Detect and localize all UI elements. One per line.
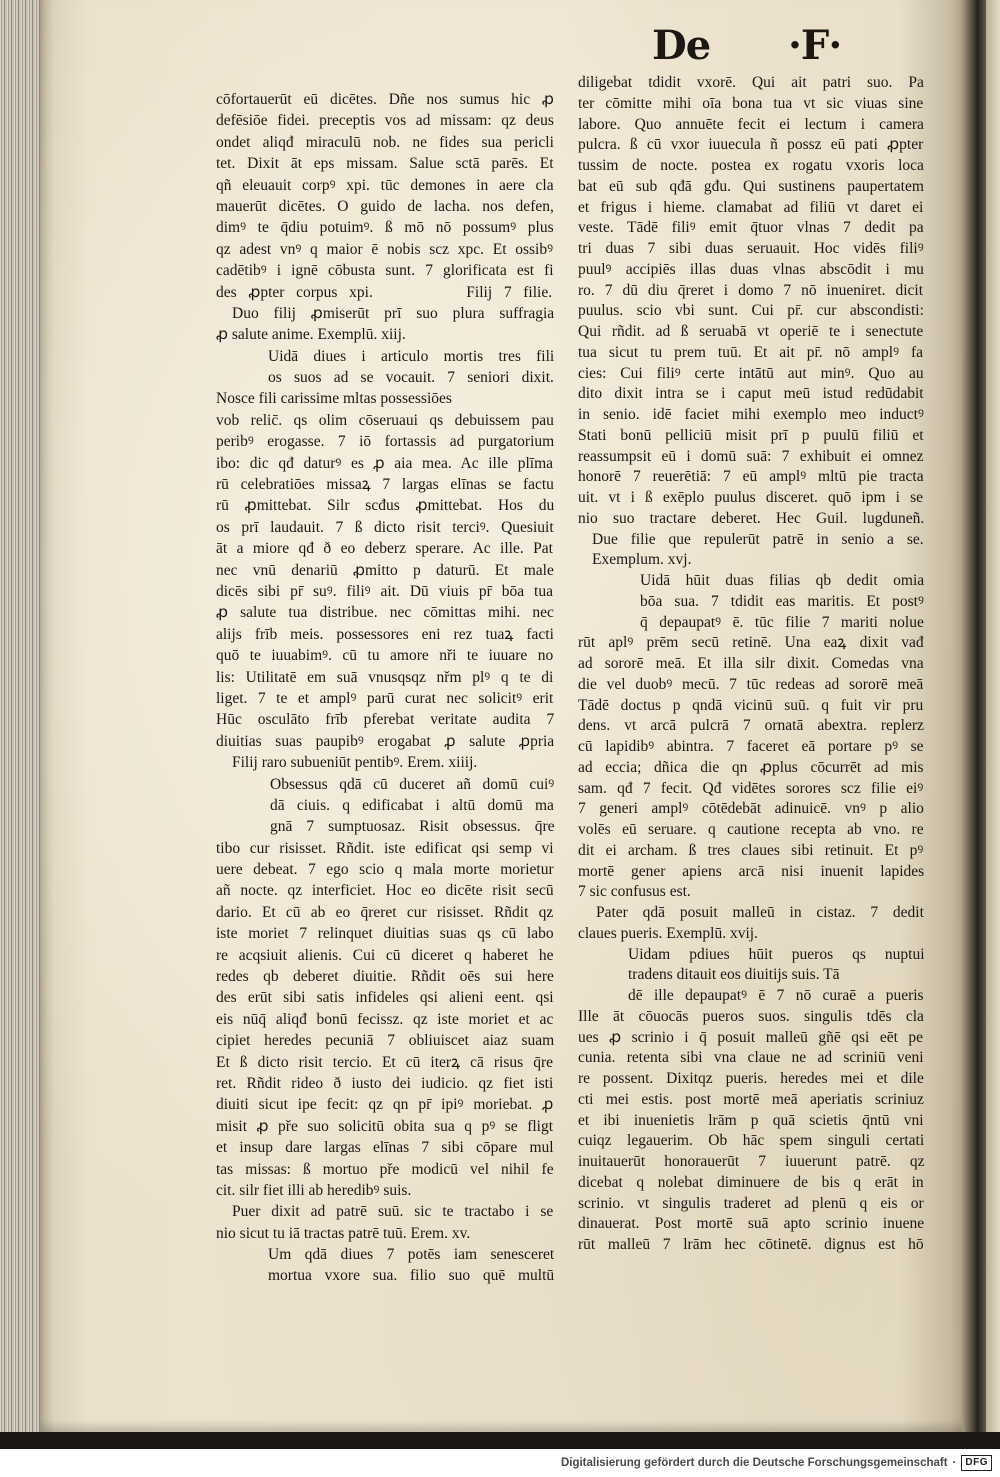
text-line xyxy=(578,675,926,696)
text-line xyxy=(216,688,556,709)
line-text: dē ille depaupatꝰ ē 7 nō curaē a pueris xyxy=(628,987,924,1004)
line-text: die vel duobꝰ mecū. 7 tūc redeas ad sororē meā xyxy=(578,675,924,693)
text-line xyxy=(578,716,926,737)
dfg-credit: Digitalisierung gefördert durch die Deutsche Forschungsgemeinschaft xyxy=(560,1457,948,1469)
line-text: Stati bonū pelliciū misit prī p puulū filiū et xyxy=(578,426,924,444)
text-line xyxy=(216,1116,556,1137)
text-line xyxy=(578,343,926,364)
text-line xyxy=(216,495,556,516)
line-text: iste moriet 7 relinquet diuitias suas qs cū labo xyxy=(216,925,554,943)
line-text: sam. qđ 7 fecit. Qđ vidētes sorores scz filie eiꝰ xyxy=(578,779,924,797)
text-line xyxy=(216,217,556,238)
text-line xyxy=(578,1028,926,1049)
text-line xyxy=(216,431,556,452)
text-line xyxy=(216,1009,556,1030)
text-line xyxy=(578,1090,926,1111)
text-line xyxy=(578,156,926,177)
line-text: nio sicut tu iā tractas patrē tuū. Erem. xv. xyxy=(216,1224,471,1242)
line-text: bōa sua. 7 tdidit eas maritis. Et postꝰ xyxy=(640,592,924,610)
text-line xyxy=(578,965,926,986)
text-line xyxy=(216,260,556,281)
line-text: volēs eū seruare. q cautione recepta ab vno. re xyxy=(578,821,924,838)
line-text: dario. Et cū ab eo q̄reret cur risisset. Rñdit qz xyxy=(216,903,554,921)
text-line xyxy=(216,602,556,623)
footer-bar xyxy=(0,1449,1000,1477)
text-line xyxy=(216,838,556,859)
line-text: qñ eleuauit corpꝰ xpi. tūc demones in aere cla xyxy=(216,176,554,194)
line-text: redes qb deberet diuitie. Rñdit oēs sui here xyxy=(216,968,554,986)
line-text: tibo cur risisset. Rñdit. iste edificat qsi semp vi xyxy=(216,839,554,857)
line-text: ibo: dic qđ daturꝰ es ꝓ aia mea. Ac ille plīma xyxy=(216,454,554,472)
text-line xyxy=(216,110,556,131)
line-text: Filij raro subueniūt pentibꝰ. Erem. xiiij. xyxy=(232,754,478,772)
text-line xyxy=(578,135,926,156)
line-text: Puer dixit ad patrē suū. sic te tractabo i se xyxy=(232,1203,554,1221)
line-text: gnā 7 sumptuosaz. Risit obsessus. q̄re xyxy=(270,818,555,836)
text-line xyxy=(578,405,926,426)
text-line xyxy=(578,198,926,219)
text-line xyxy=(578,1131,926,1152)
line-text: 7 generi amplꝰ cōtēdebāt adinuicē. vnꝰ p alio xyxy=(578,800,924,818)
line-text: dicēs sibi pr̄ suꝰ. filiꝰ ait. Dū viuis pr̄ bōa tua xyxy=(216,582,553,600)
book-page xyxy=(40,0,966,1432)
text-line xyxy=(216,709,556,730)
line-text: dā ciuis. q edificabat i altū domū ma xyxy=(270,796,554,814)
text-line xyxy=(578,301,926,322)
line-text: reassumpsit eū i domū suā: 7 exhibuit ei omnez xyxy=(578,447,924,465)
text-line xyxy=(216,388,556,409)
text-line xyxy=(216,1265,556,1286)
line-text: diuiti sicut ipe fecit: qz qn pr̄ ipiꝰ moriebat. ꝓ xyxy=(216,1096,554,1114)
text-line xyxy=(216,1159,556,1180)
text-line xyxy=(578,924,926,945)
line-text: diligebat tdidit vxorē. Qui ait patri suo. Pa xyxy=(578,74,924,91)
text-line xyxy=(216,902,556,923)
line-text: Duo filij ꝓmiserūt prī suo plura suffragia xyxy=(232,304,555,322)
line-text: qz adest vnꝰ q maior ē nobis scz xpc. Et ossibꝰ xyxy=(216,240,554,258)
line-text: cuiqz legauerim. Ob hāc spem singuli certati xyxy=(578,1132,925,1150)
text-line xyxy=(216,624,556,645)
line-text: Due filie que repulerūt patrē in senio a se. xyxy=(592,530,924,548)
line-text: ro. 7 dū diu q̄reret i domo 7 nō inueniret. dicit xyxy=(578,281,924,299)
line-text: cti mei estis. post mortē meā aperiatis scriniuz xyxy=(578,1090,924,1108)
text-line xyxy=(578,467,926,488)
line-text: cadētibꝰ i ignē cōbusta sunt. 7 glorificata est fi xyxy=(216,262,554,280)
line-text: tua sicut tu prem tuū. Et ait pr̄. nō amplꝰ fa xyxy=(578,343,923,361)
text-line xyxy=(578,986,926,1007)
line-text: dimꝰ te q̄diu potuimꝰ. ß mō nō possumꝰ plus xyxy=(216,219,554,237)
line-text: tas missas: ß mortuo pře modicū vel nihil fe xyxy=(216,1160,554,1178)
line-text: Nosce fili carissime mltas possessiōes xyxy=(216,390,452,408)
line-text: cipiet heredes pecuniā 7 obliuiscet aiaz suam xyxy=(216,1032,555,1050)
text-line xyxy=(578,841,926,862)
text-line xyxy=(216,196,556,217)
line-text: ad eccia; dñica die qn ꝓplus cōcurrēt ad mis xyxy=(578,758,924,776)
line-text: nec vnū denariū ꝓmitto p daturū. Et male xyxy=(216,561,554,579)
line-text: Uidā hūit duas filias qb dedit omia xyxy=(640,572,925,589)
line-text: Ille āt cōuocās pueros suos. singulis tdēs cla xyxy=(578,1007,924,1025)
line-text: bat eū sub qđā gđu. Qui sustinens paupertatem xyxy=(578,177,924,195)
line-text: mortē gener apiens arcā nisi inuenit lapides xyxy=(578,862,925,880)
text-line xyxy=(216,774,556,795)
text-line xyxy=(216,795,556,816)
line-text: peribꝰ erogasse. 7 iō fortassis ad purgatorium xyxy=(216,433,555,451)
line-text: cū lapidibꝰ abintra. 7 faceret eā portare pꝰ se xyxy=(578,738,924,755)
text-line xyxy=(578,364,926,385)
line-text: dens. vt arcā pulcrā 7 ornatā abextra. replerz xyxy=(578,717,924,735)
scanner-background xyxy=(0,1432,1000,1449)
line-text: dito dixit intra se i caput meū istud redūdabit xyxy=(578,385,924,403)
text-line xyxy=(578,73,926,94)
line-text: Qui rñdit. ad ß seruabā vt operiē te i senectute xyxy=(578,323,924,340)
text-line xyxy=(578,1007,926,1028)
line-text: tet. Dixit āt eps missam. Salue sctā parēs. Et xyxy=(216,155,554,173)
line-text: inuitauerūt honorauerūt 7 iuuerunt patrē. qz xyxy=(578,1153,925,1170)
line-text: lis: Utilitatē em suā vnusqsqz nřm plꝰ q te di xyxy=(216,668,554,686)
line-text: et ibi inuenietis lrām p quā scietis q̄ntū vni xyxy=(578,1111,924,1129)
signature-mark: ·F· xyxy=(788,22,842,69)
line-text: Uidā diues i articulo mortis tres fili xyxy=(268,347,555,365)
text-line xyxy=(216,1180,556,1201)
text-line xyxy=(216,239,556,260)
line-text: in senio. idē faciet mihi exemplo meo inductꝰ xyxy=(578,406,924,423)
separator-dot: · xyxy=(952,1457,957,1469)
line-text: ues ꝓ scrinio i q̄ posuit malleū gñē qsi eēt pe xyxy=(578,1028,923,1046)
dfg-logo: DFG xyxy=(961,1455,992,1471)
text-line xyxy=(216,538,556,559)
line-text: rūt malleū 7 lrām hec cōtinetē. dignus est hō xyxy=(578,1236,924,1253)
line-text: ad sororē meā. Et illa silr dixit. Comedas vna xyxy=(578,655,924,672)
line-text: tradens ditauit eos diuitijs suis. Tā xyxy=(628,966,840,984)
text-line xyxy=(216,816,556,837)
text-line xyxy=(578,115,926,136)
text-line xyxy=(216,153,556,174)
text-line xyxy=(216,923,556,944)
book-gutter xyxy=(962,0,988,1436)
line-text: añ nocte. qz interficiet. Hoc eo dicēte risit secū xyxy=(216,882,554,900)
text-line xyxy=(578,882,926,903)
text-line xyxy=(216,1244,556,1265)
line-text: defēsiōe fidei. preceptis vos ad missam: qz deus xyxy=(216,112,554,130)
text-line xyxy=(216,966,556,987)
text-line xyxy=(578,530,926,551)
line-text: ter cōmitte mihi oīa bona tua vt sic viuas sine xyxy=(578,94,924,112)
text-line xyxy=(216,752,556,773)
text-line xyxy=(578,799,926,820)
text-line xyxy=(578,509,926,530)
line-text: Tādē doctus p qndā vicinū suū. q fuit vir pru xyxy=(578,696,924,714)
line-text: rūt aplꝰ prēm secū retinē. Una eaꝝ dixit vađ xyxy=(578,634,924,652)
line-text: re possent. Dixitqz pueris. heredes mei et dile xyxy=(578,1070,924,1087)
text-line xyxy=(578,779,926,800)
line-text: eis nūq̄ aliqđ bonū fecissz. qz iste moriet et ac xyxy=(216,1010,554,1028)
line-text: honorē 7 reuerētiā: 7 eū amplꝰ mltū pie tracta xyxy=(578,468,924,486)
text-line xyxy=(216,1201,556,1222)
line-text: des ꝓpter corpus xpi. Filij 7 filie. xyxy=(216,283,553,301)
line-text: uit. vt i ß exēplo puulus disceret. quō ipm i se xyxy=(578,489,924,506)
line-text: labore. Quo annuēte fecit ei lectum i camera xyxy=(578,115,924,133)
text-line xyxy=(578,1173,926,1194)
line-text: liget. 7 te et amplꝰ parū curat nec solicitꝰ erit xyxy=(216,689,554,707)
text-line xyxy=(578,613,926,634)
left-column xyxy=(216,89,556,1287)
line-text: 7 sic confusus est. xyxy=(578,883,691,901)
line-text: tri duas 7 sibi duas seruauit. Hoc vidēs filiꝰ xyxy=(578,240,924,257)
line-text: cunia. retenta sibi vna claue ne ad scriniū veni xyxy=(578,1049,924,1067)
text-line xyxy=(578,426,926,447)
facing-page-edge xyxy=(986,0,1000,1436)
text-line xyxy=(578,1194,926,1215)
line-text: dinauerat. Post mortē suā apto scrinio inuene xyxy=(578,1215,925,1233)
line-text: q̄ depaupatꝰ ē. tūc filie 7 mariti nolue xyxy=(640,613,924,631)
text-line xyxy=(216,132,556,153)
line-text: rū ꝓmittebat. Silr scđus ꝓmittebat. Hos du xyxy=(216,497,555,515)
line-text: Uidam pdiues hūit pueros qs nuptui xyxy=(628,945,925,963)
line-text: cit. silr fiet illi ab heredibꝰ suis. xyxy=(216,1181,412,1199)
line-text: Um qdā diues 7 potēs iam senesceret xyxy=(268,1246,555,1264)
text-line xyxy=(578,550,926,571)
text-line xyxy=(578,903,926,924)
line-text: ret. Rñdit rideo ð iusto dei iudicio. qz fiet isti xyxy=(216,1074,554,1092)
text-line xyxy=(216,667,556,688)
text-line xyxy=(578,447,926,468)
line-text: Exemplum. xvj. xyxy=(592,551,692,569)
line-text: dicebat q nolebat diminuere de bis q erāt in xyxy=(578,1173,924,1191)
text-line xyxy=(216,987,556,1008)
text-line xyxy=(216,945,556,966)
text-line xyxy=(216,282,556,303)
text-line xyxy=(578,94,926,115)
text-line xyxy=(216,346,556,367)
text-line xyxy=(216,89,556,110)
line-text: os prī laudauit. 7 ß dicto risit terciꝰ. Quesiuit xyxy=(216,518,554,536)
text-line xyxy=(578,239,926,260)
line-text: quō te iuuabimꝰ. cū tu amore nři te iuuare no xyxy=(216,647,554,665)
text-line xyxy=(216,324,556,345)
text-line xyxy=(216,367,556,388)
text-line xyxy=(216,1052,556,1073)
text-line xyxy=(216,410,556,431)
text-line xyxy=(578,1214,926,1235)
line-text: os suos ad se vocauit. 7 seniori dixit. xyxy=(268,369,554,387)
line-text: mauerūt dicētes. O guido de lacha. nos defen, xyxy=(216,197,554,215)
line-text: puulꝰ accipiēs illas duas vlnas abscōdit i mu xyxy=(578,260,924,278)
line-text: alijs frīb meis. possessores eni rez tuaꝝ facti xyxy=(216,625,554,643)
text-line xyxy=(578,820,926,841)
line-text: cōfortauerūt eū dicētes. Dñe nos sumus hic ꝓ xyxy=(216,91,554,108)
line-text: ondet aliqđ miraculū nob. ne fides sua pericli xyxy=(216,133,554,151)
line-text: Obsessus qdā cū duceret añ domū cuiꝰ xyxy=(270,775,555,793)
text-line xyxy=(578,281,926,302)
line-text: dit ei archam. ß tres claues sibi retinuit. Et pꝰ xyxy=(578,841,924,859)
text-line xyxy=(578,737,926,758)
line-text: puulus. scio vbi sunt. Cui pr̄. cur abscondisti: xyxy=(578,302,924,320)
text-line xyxy=(578,488,926,509)
text-line xyxy=(216,303,556,324)
right-column xyxy=(578,73,926,1256)
line-text: et insup dare largas elīnas 7 sibi cōpare mul xyxy=(216,1139,554,1157)
line-text: mortua vxore sua. filio suo quē multū xyxy=(268,1267,555,1285)
text-line xyxy=(578,1048,926,1069)
running-title: De xyxy=(652,22,711,69)
line-text: āt a miore qđ ð eo deberz sperare. Ac ille. Pat xyxy=(216,540,553,558)
text-line xyxy=(578,1111,926,1132)
line-text: ꝓ salute tua distribue. nec cōmittas mihi. nec xyxy=(216,604,554,622)
text-line xyxy=(578,571,926,592)
text-line xyxy=(578,633,926,654)
line-text: des erūt sibi satis infideles qsi alieni eent. qsi xyxy=(216,989,554,1007)
line-text: vob relic̄. qs olim cōseruaui qs debuissem pau xyxy=(216,411,554,429)
text-line xyxy=(578,177,926,198)
text-line xyxy=(578,1152,926,1173)
line-text: veste. Tādē filiꝰ emit q̄tuor vlnas 7 dedit pa xyxy=(578,219,924,237)
text-line xyxy=(216,581,556,602)
page-edge-stack xyxy=(0,0,44,1436)
text-line xyxy=(578,218,926,239)
line-text: uere debeat. 7 ego scio q mala morte morietur xyxy=(216,861,554,879)
text-line xyxy=(216,1073,556,1094)
text-line xyxy=(216,474,556,495)
text-line xyxy=(578,696,926,717)
text-line xyxy=(216,859,556,880)
line-text: pulcra. ß cū vxor iuuecula ñ possz eū pati ꝓpter xyxy=(578,136,924,154)
text-line xyxy=(216,880,556,901)
line-text: Et ß dicto risit tercio. Et cū iterꝝ cā risus q̄re xyxy=(216,1053,553,1071)
text-line xyxy=(216,731,556,752)
line-text: Hūc osculāto frīb pferebat veritate audita 7 xyxy=(216,711,555,729)
text-line xyxy=(578,260,926,281)
line-text: misit ꝓ pře suo solicitū obita sua q pꝰ se fligt xyxy=(216,1117,554,1135)
line-text: scrinio. vt singulis traderet ad plenū q eis or xyxy=(578,1194,924,1212)
line-text: et frigus i hieme. clamabat ad filiū vt daret ei xyxy=(578,198,924,216)
text-line xyxy=(578,945,926,966)
text-line xyxy=(578,384,926,405)
text-line xyxy=(578,862,926,883)
text-line xyxy=(578,654,926,675)
text-line xyxy=(578,758,926,779)
line-text: Pater qdā posuit malleū in cistaz. 7 dedit xyxy=(596,904,924,921)
text-line xyxy=(578,1235,926,1256)
text-line xyxy=(216,1137,556,1158)
text-line xyxy=(216,1094,556,1115)
text-line xyxy=(216,1030,556,1051)
text-line xyxy=(216,517,556,538)
line-text: diuitias suas paupibꝰ erogabat ꝓ salute ꝓpria xyxy=(216,732,555,750)
line-text: cies: Cui filiꝰ certe intātū aut minꝰ. Quo au xyxy=(578,364,924,382)
text-line xyxy=(216,645,556,666)
line-text: claues pueris. Exemplū. xvij. xyxy=(578,924,758,942)
line-text: nio suo tractare deberet. Hec Guil. lugduneñ. xyxy=(578,509,925,527)
text-line xyxy=(216,1223,556,1244)
text-line xyxy=(216,453,556,474)
line-text: tussim de nocte. postea ex rogatu vxoris loca xyxy=(578,157,924,174)
text-line xyxy=(216,175,556,196)
text-line xyxy=(578,592,926,613)
text-line xyxy=(578,322,926,343)
line-text: re acqsiuit alienis. Cui cū diceret q haberet he xyxy=(216,946,554,964)
text-line xyxy=(578,1069,926,1090)
text-line xyxy=(216,560,556,581)
line-text: rū celebratiōes missaꝝ 7 largas elīnas se factu xyxy=(216,476,554,494)
line-text: ꝓ salute anime. Exemplū. xiij. xyxy=(216,326,406,344)
